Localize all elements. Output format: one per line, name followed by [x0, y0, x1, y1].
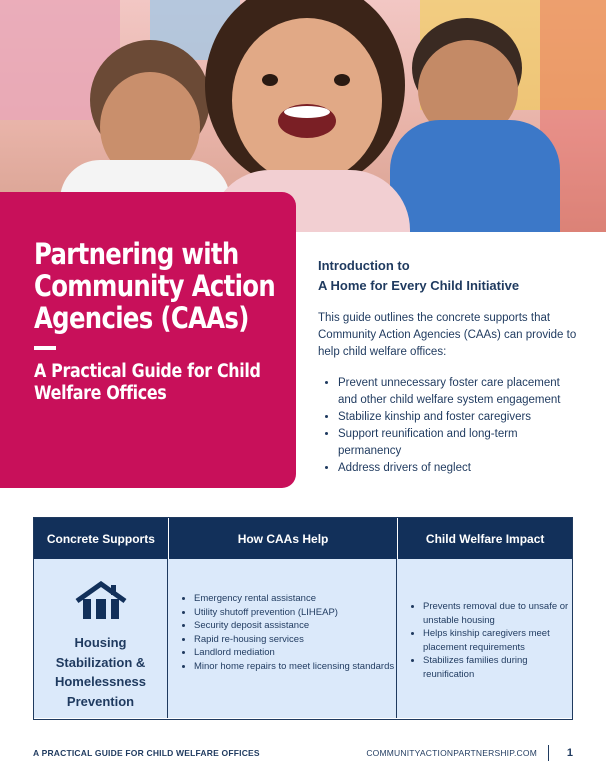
- list-item: • Utility shutoff prevention (LIHEAP): [194, 606, 396, 620]
- footer-website: COMMUNITYACTIONPARTNERSHIP.COM: [366, 748, 537, 758]
- help-list: [168, 592, 396, 673]
- page-footer: [33, 745, 573, 761]
- intro-bullet-list: [318, 375, 580, 477]
- supports-table: [33, 517, 573, 720]
- house-icon: [73, 581, 129, 621]
- support-name: Housing Stabilization & Homelessness Prevention: [54, 635, 147, 709]
- title-divider: [34, 346, 56, 350]
- intro-heading-line1: Introduction to: [318, 258, 410, 273]
- list-item: • Emergency rental assistance: [194, 592, 396, 606]
- list-item: • Prevent unnecessary foster care placement and other child welfare system engagement: [338, 375, 580, 409]
- header-concrete-supports: Concrete Supports: [34, 518, 169, 559]
- list-item: • Prevents removal due to unsafe or unstable housing: [423, 600, 571, 627]
- introduction-section: [318, 256, 580, 477]
- list-item: • Minor home repairs to meet licensing standards: [194, 660, 396, 674]
- help-cell: [168, 559, 397, 718]
- header-child-welfare-impact: Child Welfare Impact: [425, 531, 545, 546]
- table-row: [34, 559, 572, 718]
- intro-heading: [318, 256, 580, 296]
- list-item: • Rapid re-housing services: [194, 633, 396, 647]
- intro-body: This guide outlines the concrete supports that Community Action Agencies (CAAs) can provide to help child welfare offices:: [318, 312, 577, 358]
- table-header-row: [34, 518, 572, 559]
- list-item: • Security deposit assistance: [194, 619, 396, 633]
- document-title: Partnering with Community Action Agencies (CAAs): [34, 237, 276, 335]
- header-how-caas-help: How CAAs Help: [169, 518, 399, 559]
- footer-divider: [548, 745, 549, 761]
- support-cell: [34, 559, 168, 718]
- list-item: • Support reunification and long-term permanency: [338, 426, 580, 460]
- list-item: • Landlord mediation: [194, 646, 396, 660]
- list-item: • Helps kinship caregivers meet placement requirements: [423, 627, 571, 654]
- impact-list: [397, 600, 571, 681]
- footer-guide-title: A PRACTICAL GUIDE FOR CHILD WELFARE OFFICES: [33, 748, 260, 758]
- impact-cell: [397, 559, 571, 718]
- intro-heading-line2: A Home for Every Child Initiative: [318, 278, 520, 293]
- document-subtitle: A Practical Guide for Child Welfare Offices: [34, 361, 261, 404]
- page-number: 1: [566, 747, 573, 759]
- list-item: • Stabilize kinship and foster caregivers: [338, 409, 580, 426]
- list-item: • Address drivers of neglect: [338, 460, 580, 477]
- title-card: [0, 192, 296, 488]
- list-item: • Stabilizes families during reunification: [423, 654, 571, 681]
